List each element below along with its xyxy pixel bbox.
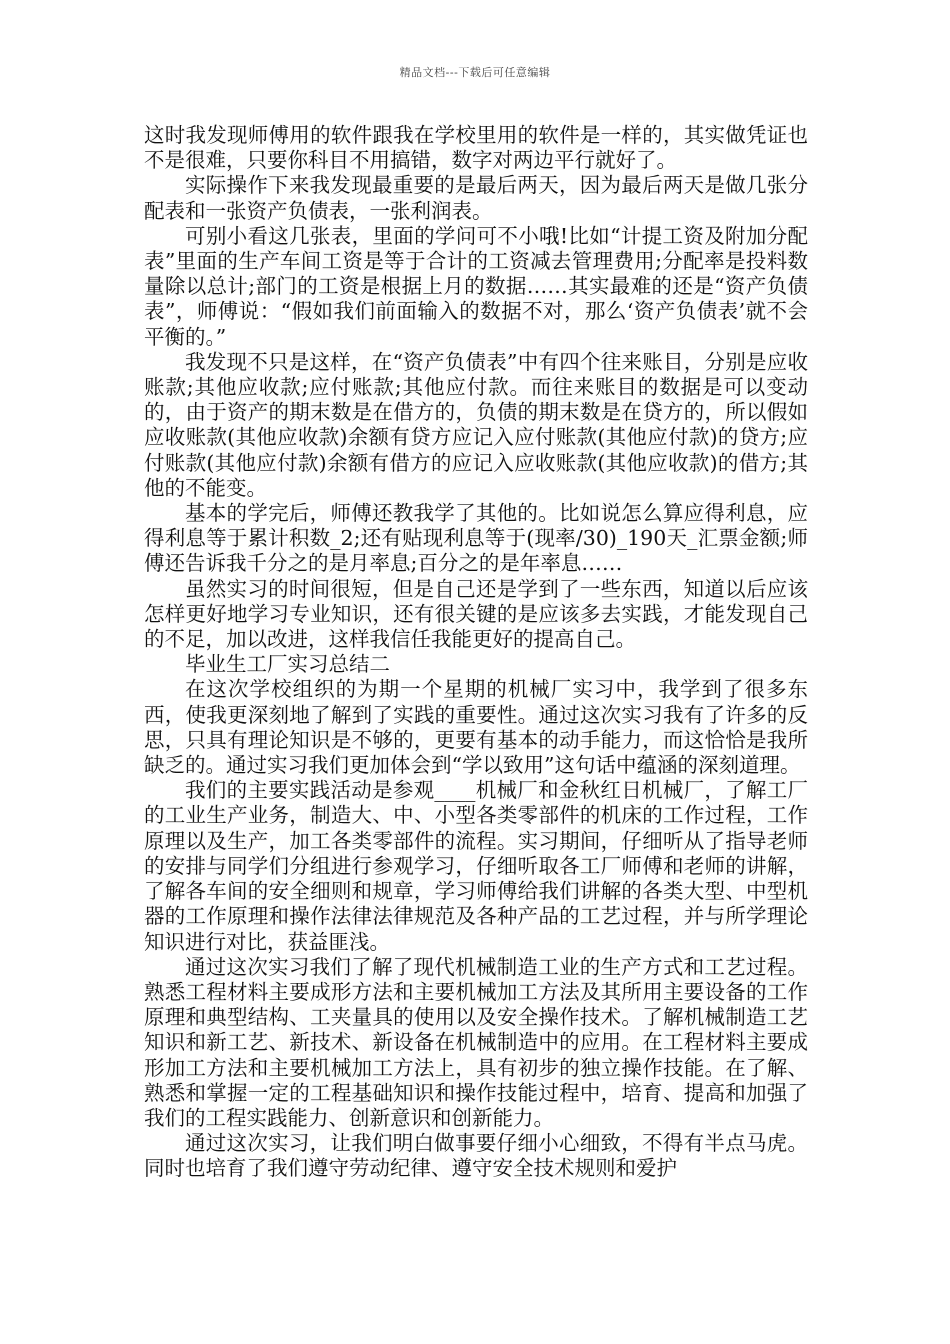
paragraph: 这时我发现师傅用的软件跟我在学校里用的软件是一样的，其实做凭证也不是很难，只要你科目不用搞错，数字对两边平行就好了。 [144,123,808,173]
page-header-watermark: 精品文档---下载后可任意编辑 [399,66,551,79]
paragraph: 通过这次实习，让我们明白做事要仔细小心细致，不得有半点马虎。同时也培育了我们遵守劳动纪律、遵守安全技术规则和爱护 [144,1131,808,1181]
paragraph: 实际操作下来我发现最重要的是最后两天，因为最后两天是做几张分配表和一张资产负债表，一张利润表。 [144,173,808,223]
paragraph: 虽然实习的时间很短，但是自己还是学到了一些东西，知道以后应该怎样更好地学习专业知识，还有很关键的是应该多去实践，才能发现自己的不足，加以改进，这样我信任我能更好的提高自己。 [144,576,808,652]
paragraph: 基本的学完后，师傅还教我学了其他的。比如说怎么算应得利息，应得利息等于累计积数_2;还有贴现利息等于(现率/30)_190天_汇票金额;师傅还告诉我千分之的是月率息;百分之的是年率息…… [144,501,808,576]
paragraph: 可别小看这几张表，里面的学问可不小哦!比如“计提工资及附加分配表”里面的生产车间工资是等于合计的工资减去管理费用;分配率是投料数量除以总计;部门的工资是根据上月的数据……其实最难的还是“资产负债表”，师傅说：“假如我们前面输入的数据不对，那么‘资产负债表’就不会平衡的。” [144,223,808,349]
section-heading: 毕业生工厂实习总结二 [185,652,390,677]
document-body [144,123,808,1182]
paragraph: 我们的主要实践活动是参观____机械厂和金秋红日机械厂，了解工厂的工业生产业务，制造大、中、小型各类零部件的机床的工作过程，工作原理以及生产，加工各类零部件的流程。实习期间，仔细听从了指导老师的安排与同学们分组进行参观学习，仔细听取各工厂师傅和老师的讲解，了解各车间的安全细则和规章，学习师傅给我们讲解的各类大型、中型机器的工作原理和操作法律法律规范及各种产品的工艺过程，并与所学理论知识进行对比，获益匪浅。 [144,778,808,954]
paragraph: 我发现不只是这样，在“资产负债表”中有四个往来账目，分别是应收账款;其他应收款;应付账款;其他应付款。而往来账目的数据是可以变动的，由于资产的期末数是在借方的，负债的期末数是在贷方的，所以假如应收账款(其他应收款)余额有贷方应记入应付账款(其他应付款)的贷方;应付账款(其他应付款)余额有借方的应记入应收账款(其他应收款)的借方;其他的不能变。 [144,349,808,500]
paragraph: 通过这次实习我们了解了现代机械制造工业的生产方式和工艺过程。熟悉工程材料主要成形方法和主要机械加工方法及其所用主要设备的工作原理和典型结构、工夹量具的使用以及安全操作技术。了解机械制造工艺知识和新工艺、新技术、新设备在机械制造中的应用。在工程材料主要成形加工方法和主要机械加工方法上，具有初步的独立操作技能。在了解、熟悉和掌握一定的工程基础知识和操作技能过程中，培育、提高和加强了我们的工程实践能力、创新意识和创新能力。 [144,954,808,1130]
paragraph: 在这次学校组织的为期一个星期的机械厂实习中，我学到了很多东西，使我更深刻地了解到了实践的重要性。通过这次实习我有了许多的反思，只具有理论知识是不够的，更要有基本的动手能力，而这恰恰是我所缺乏的。通过实习我们更加体会到“学以致用”这句话中蕴涵的深刻道理。 [144,677,808,778]
